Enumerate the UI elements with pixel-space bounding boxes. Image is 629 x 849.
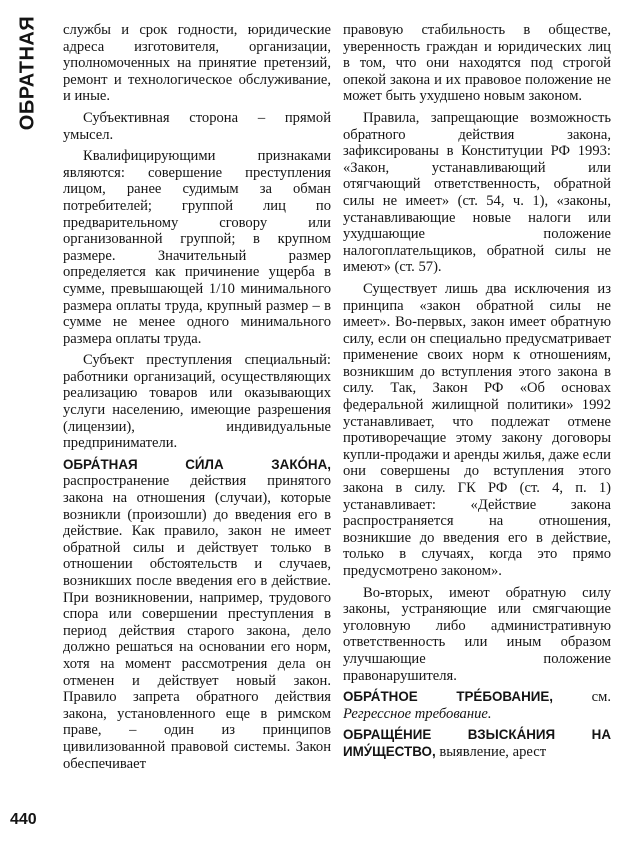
entry-headword: ОБРА́ТНОЕ ТРЕ́БОВАНИЕ, (343, 689, 554, 705)
dictionary-entry (343, 689, 611, 722)
entry-cross-reference: Регрессное требование. (343, 705, 492, 722)
entry-text: распространение действия принятого закона на отношения (случаи), которые возникли (произошли) до введения его в действие. Как правило, закон не имеет обратной силы и действует только в отношении обстоятельств и случаев, возникших после введения его в действие. При возникновении, например, трудового спора или совершении преступления в период действия старого закона, дело должно решаться на основании его норм, хотя на момент рассмотрения дела он отменен и действует новый закон. Правило запрета обратного действия закона, установленного еще в римском праве, – один из принципов цивилизованной правовой системы. Закон обеспечивает (63, 473, 331, 772)
paragraph: Субъект преступления специальный: работники организаций, осуществляющих реализацию товаров или оказывающих услуги населению, имеющие разрешения (лицензии), индивидуальные предприниматели. (63, 352, 331, 452)
page-number: 440 (10, 811, 37, 828)
paragraph: Во-вторых, имеют обратную силу законы, устраняющие или смягчающие уголовную либо административную ответственность или иным образом улучшающие положение правонарушителя. (343, 584, 611, 684)
paragraph: Существует лишь два исключения из принципа «закон обратной силы не имеет». Во-первых, закон имеет обратную силу, если он специально предусматривает применение своих норм к отношениям, возникшим до вступления этого закона в силу. Так, Закон РФ «Об основах федеральной жилищной политики» 1992 устанавливает, что подлежат отмене противоречащие этому закону договоры купли-продажи и аренды жилья, даже если они совершены до вступления этого закона в силу. ГК РФ (ст. 4, п. 1) устанавливает: «Действие закона распространяется на отношения, возникшие до введения его в действие, только в случаях, когда это прямо предусмотрено законом». (343, 280, 611, 579)
paragraph: службы и срок годности, юридические адреса изготовителя, организации, уполномоченных на принятие претензий, ремонт и технологическое обслуживание, и иные. (63, 22, 331, 105)
running-head (6, 15, 50, 131)
entry-text: выявление, арест (439, 743, 547, 760)
paragraph: правовую стабильность в обществе, уверенность граждан и юридических лиц в том, что они находятся под строгой опекой закона и их правовое положение не может быть ухудшено новым законом. (343, 22, 611, 105)
entry-headword: ОБРА́ТНАЯ СИ́ЛА ЗАКО́НА, (63, 456, 331, 472)
dictionary-entry (63, 457, 331, 772)
running-head-text: ОБРАТНАЯ (16, 15, 39, 131)
entry-see: см. (591, 689, 611, 706)
paragraph: Правила, запрещающие возможность обратного действия закона, зафиксированы в Конституции РФ 1993: «Закон, устанавливающий или отягчающий ответственность, обратной силы не имеет» (ст. 54, ч. 1), «законы, устанавливающие новые налоги или ухудшающие положение налогоплательщиков, обратной силы не имеют» (ст. 57). (343, 109, 611, 276)
paragraph: Квалифицирующими признаками являются: совершение преступления лицом, ранее судимым за обман потребителей; группой лиц по предварительному сговору или организованной группой; в крупном размере. Значительный размер определяется как причинение ущерба в сумме, превышающей 1/10 минимального размера оплаты труда, крупный размер – в сумме не менее одного минимального размера оплаты труда. (63, 148, 331, 347)
entry-headword: ОБРАЩЕ́НИЕ ВЗЫСКА́НИЯ НА ИМУ́ЩЕСТВО, (343, 727, 611, 759)
left-column (63, 22, 331, 777)
dictionary-entry (343, 727, 611, 760)
paragraph: Субъективная сторона – прямой умысел. (63, 109, 331, 143)
right-column (343, 22, 611, 766)
